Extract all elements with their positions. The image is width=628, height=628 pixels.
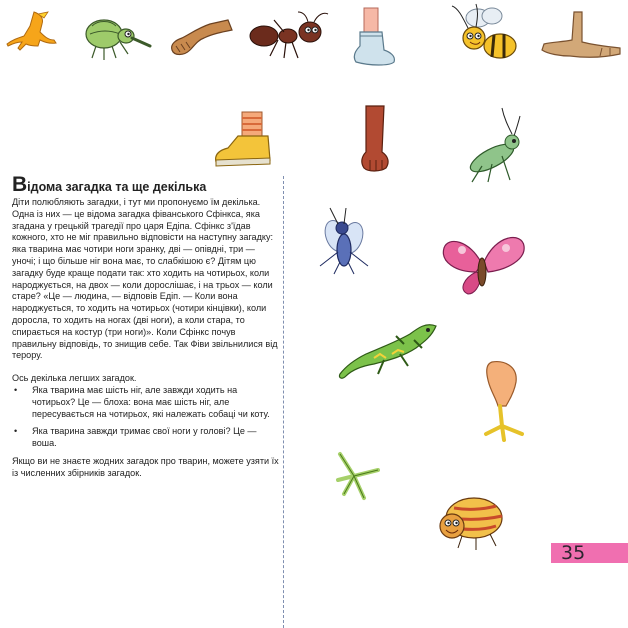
page-number-tab xyxy=(551,543,628,563)
article xyxy=(12,173,280,480)
leg-in-sock-icon xyxy=(350,6,398,68)
title-rest: ідома загадка та ще декілька xyxy=(27,180,207,194)
mosquito-icon xyxy=(316,206,372,276)
grasshopper-icon xyxy=(462,106,528,186)
riddles-intro: Ось декілька легших загадок. xyxy=(12,373,137,384)
child-leg-in-shoe-icon xyxy=(212,110,274,170)
bird-foot-icon xyxy=(334,450,382,504)
riddle-item: • Яка тварина має шість ніг, але завжди ходить на чотирьох? Це — блоха: вона має шість ніг, але пересувається на чотирьох, які належать собаці чи коту. xyxy=(14,384,270,419)
title-initial: В xyxy=(12,173,28,196)
lion-paw-icon xyxy=(168,16,234,60)
paragraph: Діти полюбляють загадки, і тут ми пропонуємо їм декілька. xyxy=(12,197,261,207)
riddle-item: • Яка тварина завжди тримає свої ноги у голові? Це — воша. xyxy=(14,426,257,449)
lion-leg-icon xyxy=(358,104,394,174)
fly-with-legs-icon xyxy=(82,12,152,64)
beetle-icon xyxy=(432,490,506,552)
column-divider xyxy=(283,176,284,628)
ant-icon xyxy=(248,10,336,62)
chicken-leg-icon xyxy=(478,360,532,442)
lizard-icon xyxy=(334,318,440,384)
bee-icon xyxy=(448,2,522,68)
article-title xyxy=(12,173,280,196)
paragraph: Одна із них — це відома загадка фіванського Сфінкса, яка згадана у грецькій трагедії про царя Едіпа. Сфінкс з'їдав кожного, хто не міг правильно відповісти на наступну загадку: яка тварина має чотири ноги зранку, дві — опівдні, три — уночі; і що більше ніг вона має, то слабкішою є? Дітям цю загадку буде краще подати так: хто ходить на чотирьох, коли народжується, на двох — коли дорослішає, і на трьох — коли старе? «Це — людина, — відповів Едіп. — Коли вона народжується, то ходить на чотирьох (чотири кінцівки), коли доросла, то ходить на ногах (дві ноги), а коли стара, то спирається на костур (три ноги)». Коли Сфінкс почув правильну відповідь, то знищив себе. Так Фіви звільнилися від терору. xyxy=(12,208,278,361)
page-number: 35 xyxy=(561,542,586,564)
butterfly-icon xyxy=(440,228,526,298)
closing-paragraph: Якщо ви не знаєте жодних загадок про тварин, можете узяти їх із численних збірників загадок. xyxy=(12,455,279,478)
riddle-text: Яка тварина має шість ніг, але завжди ходить на чотирьох? Це — блоха: вона має шість ніг, але пересувається на чотирьох, які належать собаці чи коту. xyxy=(32,384,270,419)
animal-leg-icon xyxy=(540,10,624,64)
riddle-text: Яка тварина завжди тримає свої ноги у голові? Це — воша. xyxy=(32,426,257,449)
yellow-bird-foot-icon xyxy=(4,10,60,58)
